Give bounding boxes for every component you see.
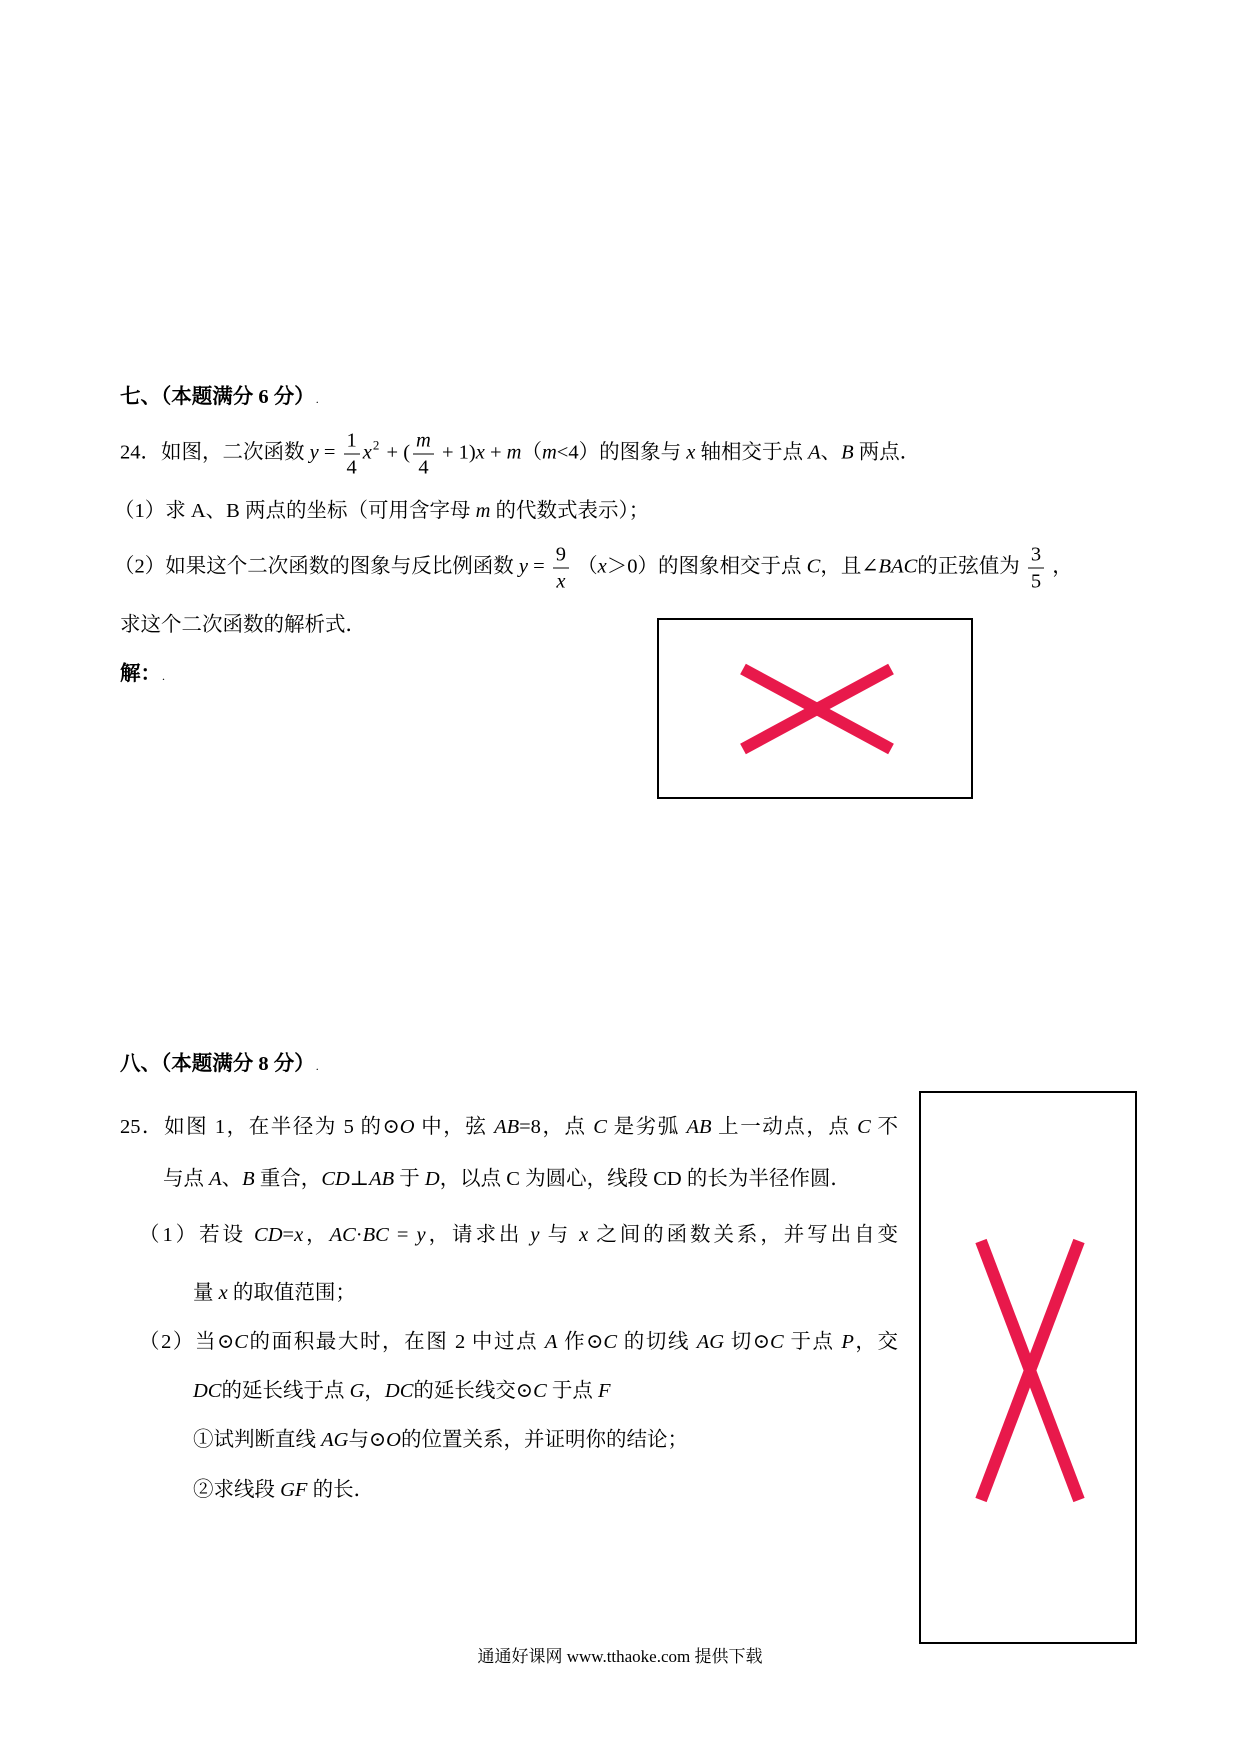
text-segment: = [282,1224,295,1246]
math-variable: x [218,1282,228,1304]
q25-part2-subquestion-2 [193,1476,374,1504]
text-segment: = [388,1224,417,1246]
text-segment: 24．如图，二次函数 [120,441,310,464]
math-variable: C [533,1380,547,1402]
math-variable: AB [369,1168,395,1190]
text-segment: ⊥ [349,1168,370,1190]
math-variable: x [597,555,607,578]
math-variable: P [841,1331,854,1353]
math-variable: x [294,1224,304,1246]
text-segment: ， [303,1224,330,1246]
answer-label: 解： [120,663,161,685]
text-segment: ①试判断直线 [193,1429,322,1451]
math-variable: F [598,1380,611,1402]
text-segment: 的代数式表示）； [490,500,650,522]
math-variable: m [506,441,522,464]
section-7-title: 七、（本题满分 6 分） [120,386,315,408]
text-segment: 的延长线于点 [221,1380,350,1402]
text-segment: 轴相交于点 [695,441,809,464]
text-segment: 不 [870,1116,899,1138]
fraction [413,429,434,480]
q25-part1-continuation [193,1279,356,1307]
fraction-denominator: 4 [418,456,429,479]
q24-stem-line [120,429,920,480]
math-variable: y [530,1224,540,1246]
text-segment: = [527,555,550,578]
math-variable: B [841,441,854,464]
fraction-denominator: x [556,570,566,593]
text-segment: 、 [221,1168,243,1190]
math-variable: C [857,1116,871,1138]
text-segment: 上一动点，点 [711,1116,858,1138]
text-segment: + [484,441,507,464]
fraction-numerator: 9 [553,543,569,569]
math-variable: x [475,441,485,464]
math-variable: BC [362,1224,389,1246]
q24-part2-line [114,543,1073,594]
math-variable: A [544,1331,558,1353]
q24-part2-continuation [120,611,366,639]
text-segment: 与 [539,1224,580,1246]
red-x-icon [657,618,973,799]
fraction-numerator: 1 [344,429,360,455]
answer-mark: . [162,669,165,683]
math-variable: x [579,1224,589,1246]
text-segment: 切⊙ [724,1331,771,1353]
text-segment: 的长． [307,1479,375,1501]
text-segment: 、 [820,441,842,464]
red-x-icon [919,1091,1137,1644]
text-segment: =8，点 [519,1116,594,1138]
math-variable: B [242,1168,255,1190]
fraction-numerator: m [413,429,434,455]
section-7-heading [120,383,319,413]
q25-part2-line [139,1328,898,1356]
math-variable: AG [696,1331,725,1353]
math-variable: C [806,555,821,578]
text-segment: 的取值范围； [227,1282,356,1304]
text-segment: 的切线 [617,1331,697,1353]
math-variable: x [362,441,372,464]
text-segment: ，请求出 [425,1224,531,1246]
math-variable: C [593,1116,607,1138]
text-segment: + ( [381,441,411,464]
fraction-denominator: 4 [346,456,357,479]
text-segment: 与点 [163,1168,210,1190]
fraction [553,543,569,594]
text-segment: ，交 [853,1331,899,1353]
section-8-heading [120,1050,319,1080]
text-segment: ， [364,1380,385,1402]
q25-stem-continuation [163,1165,851,1193]
math-variable: AB [494,1116,520,1138]
q25-part2-subquestion-1 [193,1426,688,1454]
fraction [344,429,360,480]
q25-part1-line [139,1221,898,1249]
text-segment: 的面积最大时，在图 2 中过点 [247,1331,545,1353]
text-segment: （1）若设 [139,1224,255,1246]
page-footer: 通通好课网 www.tthaoke.com 提供下载 [477,1647,763,1666]
math-variable: m [475,500,491,522]
math-variable: y [416,1224,426,1246]
text-segment: ②求线段 [193,1479,281,1501]
text-segment: 之间的函数关系，并写出自变 [588,1224,899,1246]
math-variable: CD [321,1168,350,1190]
text-segment: 于点 [783,1331,842,1353]
q25-stem-line [120,1113,898,1141]
text-segment: 的延长线交⊙ [413,1380,534,1402]
text-segment: （ [521,441,542,464]
section-8-title: 八、（本题满分 8 分） [120,1053,315,1075]
math-variable: A [209,1168,222,1190]
math-variable: C [770,1331,784,1353]
text-segment: 中，弦 [414,1116,495,1138]
text-segment: 重合， [254,1168,322,1190]
math-variable: O [386,1429,401,1451]
q24-part1-line [114,497,649,525]
math-variable: GF [280,1479,308,1501]
text-segment: 于 [394,1168,425,1190]
text-segment: = [318,441,341,464]
text-segment: 与⊙ [348,1429,387,1451]
text-segment: · [355,1224,363,1246]
text-segment: 25．如图 1，在半径为 5 的⊙ [120,1116,400,1138]
math-variable: AG [321,1429,349,1451]
fraction [1028,543,1044,594]
section-7-mark: . [315,392,319,406]
math-variable: y [309,441,319,464]
text-segment: ，且∠ [820,555,879,578]
text-segment: （ [572,555,598,578]
text-segment: 两点． [853,441,921,464]
math-variable: BAC [878,555,918,578]
text-segment: （2）当⊙ [139,1331,235,1353]
math-variable: DC [193,1380,222,1402]
text-segment: ， [1047,555,1073,578]
math-variable: G [349,1380,365,1402]
math-variable: DC [384,1380,414,1402]
math-variable: m [541,441,557,464]
text-segment: 的正弦值为 [917,555,1025,578]
section-8-mark: . [315,1059,319,1073]
superscript: 2 [372,437,380,453]
math-variable: C [603,1331,618,1353]
math-variable: O [399,1116,415,1138]
text-segment: 求这个二次函数的解析式． [120,614,366,636]
math-variable: C [234,1331,248,1353]
text-segment: <4）的图象与 [556,441,687,464]
text-segment: 于点 [546,1380,599,1402]
text-segment: + 1) [436,441,476,464]
text-segment: 作⊙ [557,1331,604,1353]
math-variable: x [686,441,696,464]
math-variable: AB [686,1116,712,1138]
math-variable: A [808,441,821,464]
text-segment: 是劣弧 [606,1116,687,1138]
math-variable: D [424,1168,440,1190]
text-segment: 量 [193,1282,219,1304]
figure-1-placeholder [657,618,973,799]
math-variable: AC [329,1224,356,1246]
text-segment: （2）如果这个二次函数的图象与反比例函数 [114,555,519,578]
text-segment: ，以点 C 为圆心，线段 CD 的长为半径作圆． [439,1168,851,1190]
text-segment: ＞0）的图象相交于点 [606,555,807,578]
q25-part2-continuation [193,1377,611,1405]
figure-2-placeholder [919,1091,1137,1644]
math-variable: y [518,555,528,578]
text-segment: 的位置关系，并证明你的结论； [400,1429,688,1451]
math-variable: CD [254,1224,283,1246]
q24-answer-label [120,660,165,690]
fraction-denominator: 5 [1030,570,1042,593]
text-segment: （1）求 A、B 两点的坐标（可用含字母 [114,500,476,522]
fraction-numerator: 3 [1028,543,1044,569]
